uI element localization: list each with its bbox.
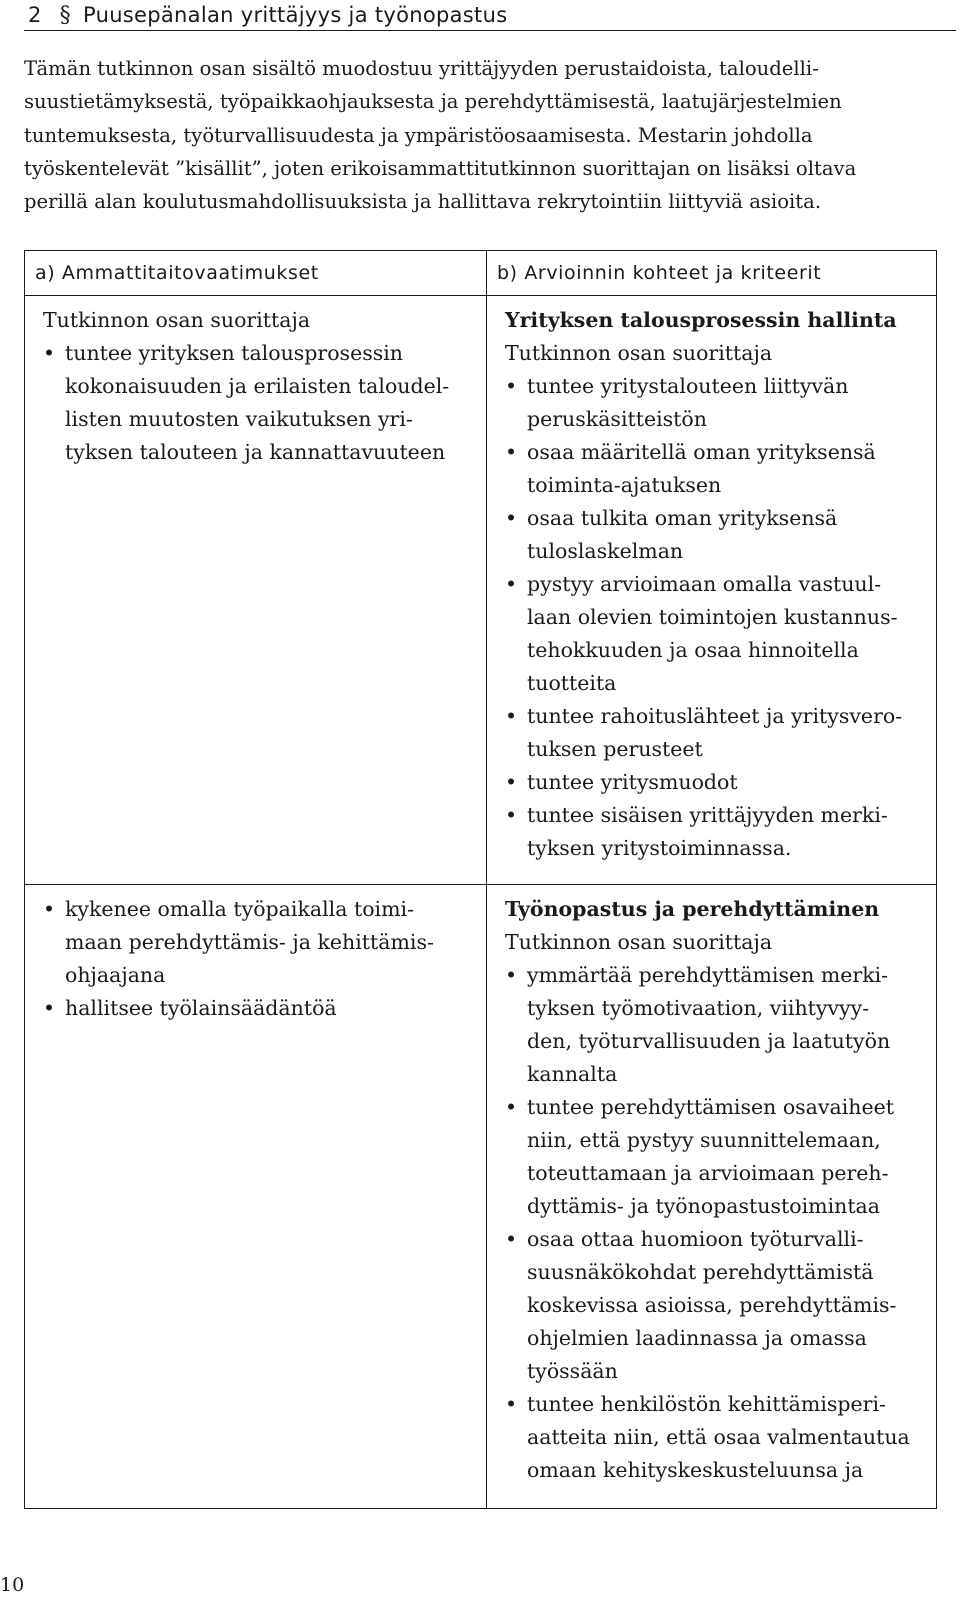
list-item-line: työssään xyxy=(527,1359,618,1383)
list-item-line: dyttämis- ja työnopastustoimintaa xyxy=(527,1194,881,1218)
list-item-line: tehokkuuden ja osaa hinnoitella xyxy=(527,638,859,662)
bullet-icon: • xyxy=(505,572,518,596)
list-item-line: pystyy arvioimaan omalla vastuul- xyxy=(527,572,882,596)
list-item-line: tuotteita xyxy=(527,671,617,695)
list-item xyxy=(505,502,928,568)
bullet-icon: • xyxy=(505,803,518,827)
list-item-line: osaa ottaa huomioon työturvalli- xyxy=(527,1227,864,1251)
bullet-icon: • xyxy=(505,1392,518,1416)
subject-label: Tutkinnon osan suorittaja xyxy=(505,341,773,365)
list-item-line: listen muutosten vaikutuksen yri- xyxy=(65,407,413,431)
subject-label: Tutkinnon osan suorittaja xyxy=(43,308,311,332)
chapter-number: 2 xyxy=(28,3,42,27)
requirements-list xyxy=(43,893,478,1025)
list-item xyxy=(505,700,928,766)
list-item-line: tuloslaskelman xyxy=(527,539,684,563)
list-item xyxy=(43,893,478,992)
list-item-line: den, työturvallisuuden ja laatutyön xyxy=(527,1029,891,1053)
list-item-line: tuntee perehdyttämisen osavaiheet xyxy=(527,1095,894,1119)
intro-line: työskentelevät ”kisällit”, joten erikoisammattitutkinnon suorittajan on lisäksi oltava xyxy=(24,156,857,180)
section-mark: § xyxy=(59,2,71,28)
list-item-line: osaa määritellä oman yrityksensä xyxy=(527,440,876,464)
list-item-line: tuntee yritystalouteen liittyvän xyxy=(527,374,849,398)
row2-requirements-cell xyxy=(25,885,487,1509)
running-header xyxy=(24,0,956,31)
list-item-line: peruskäsitteistön xyxy=(527,407,707,431)
list-item-line: laan olevien toimintojen kustannus- xyxy=(527,605,898,629)
list-item xyxy=(505,959,928,1091)
list-item-line: kokonaisuuden ja erilaisten taloudel- xyxy=(65,374,450,398)
row1-requirements-cell xyxy=(25,296,487,885)
chapter-title: Puusepänalan yrittäjyys ja työnopastus xyxy=(82,3,508,27)
requirements-list xyxy=(43,337,478,469)
list-item xyxy=(505,568,928,700)
bullet-icon: • xyxy=(43,897,56,921)
list-item-line: tuntee yrityksen talousprosessin xyxy=(65,341,404,365)
list-item xyxy=(43,992,478,1025)
list-item-line: toiminta-ajatuksen xyxy=(527,473,722,497)
list-item-line: maan perehdyttämis- ja kehittämis- xyxy=(65,930,434,954)
list-item xyxy=(505,1091,928,1223)
list-item-line: kannalta xyxy=(527,1062,618,1086)
bullet-icon: • xyxy=(505,1095,518,1119)
list-item-line: tuntee sisäisen yrittäjyyden merki- xyxy=(527,803,888,827)
list-item xyxy=(505,799,928,865)
bullet-icon: • xyxy=(505,704,518,728)
list-item-line: kykenee omalla työpaikalla toimi- xyxy=(65,897,415,921)
list-item-line: tuntee yritysmuodot xyxy=(527,770,738,794)
criteria-heading: Työnopastus ja perehdyttäminen xyxy=(505,897,880,921)
bullet-icon: • xyxy=(505,770,518,794)
bullet-icon: • xyxy=(43,341,56,365)
list-item-line: tyksen työmotivaation, viihtyvyy- xyxy=(527,996,870,1020)
list-item xyxy=(505,1388,928,1487)
table-row xyxy=(25,296,937,885)
list-item xyxy=(505,766,928,799)
bullet-icon: • xyxy=(43,996,56,1020)
intro-line: perillä alan koulutusmahdollisuuksista ja hallittava rekrytointiin liittyviä asioita. xyxy=(24,190,822,214)
bullet-icon: • xyxy=(505,440,518,464)
list-item-line: tuksen perusteet xyxy=(527,737,703,761)
list-item-line: hallitsee työlainsäädäntöä xyxy=(65,996,337,1020)
list-item-line: ymmärtää perehdyttämisen merki- xyxy=(527,963,889,987)
list-item-line: toteuttamaan ja arvioimaan pereh- xyxy=(527,1161,889,1185)
bullet-icon: • xyxy=(505,963,518,987)
list-item xyxy=(505,370,928,436)
subject-label: Tutkinnon osan suorittaja xyxy=(505,930,773,954)
list-item-line: osaa tulkita oman yrityksensä xyxy=(527,506,838,530)
bullet-icon: • xyxy=(505,374,518,398)
requirements-table xyxy=(24,250,937,1509)
row1-criteria-cell xyxy=(487,296,937,885)
intro-paragraph xyxy=(24,52,944,218)
list-item-line: suusnäkökohdat perehdyttämistä xyxy=(527,1260,874,1284)
list-item xyxy=(505,1223,928,1388)
criteria-heading: Yrityksen talousprosessin hallinta xyxy=(505,308,897,332)
list-item-line: omaan kehityskeskusteluunsa ja xyxy=(527,1458,864,1482)
list-item-line: niin, että pystyy suunnittelemaan, xyxy=(527,1128,881,1152)
list-item xyxy=(505,436,928,502)
intro-line: Tämän tutkinnon osan sisältö muodostuu yrittäjyyden perustaidoista, taloudelli- xyxy=(24,57,819,80)
list-item-line: tyksen yritystoiminnassa. xyxy=(527,836,792,860)
list-item-line: tyksen talouteen ja kannattavuuteen xyxy=(65,440,446,464)
list-item-line: aatteita niin, että osaa valmentautua xyxy=(527,1425,910,1449)
criteria-list xyxy=(505,959,928,1487)
table-header-row xyxy=(25,251,937,296)
list-item-line: tuntee rahoituslähteet ja yritysvero- xyxy=(527,704,903,728)
intro-line: suustietämyksestä, työpaikkaohjauksesta ja perehdyttämisestä, laatujärjestelmien xyxy=(24,90,842,114)
list-item xyxy=(43,337,478,469)
list-item-line: koskevissa asioissa, perehdyttämis- xyxy=(527,1293,897,1317)
criteria-list xyxy=(505,370,928,865)
column-header-b: b) Arvioinnin kohteet ja kriteerit xyxy=(487,251,937,296)
page-number: 10 xyxy=(0,1574,25,1596)
bullet-icon: • xyxy=(505,506,518,530)
column-header-a: a) Ammattitaitovaatimukset xyxy=(25,251,487,296)
intro-line: tuntemuksesta, työturvallisuudesta ja ympäristöosaamisesta. Mestarin johdolla xyxy=(24,123,813,147)
list-item-line: ohjaajana xyxy=(65,963,166,987)
list-item-line: tuntee henkilöstön kehittämisperi- xyxy=(527,1392,886,1416)
bullet-icon: • xyxy=(505,1227,518,1251)
table-row xyxy=(25,885,937,1509)
list-item-line: ohjelmien laadinnassa ja omassa xyxy=(527,1326,867,1350)
row2-criteria-cell xyxy=(487,885,937,1509)
